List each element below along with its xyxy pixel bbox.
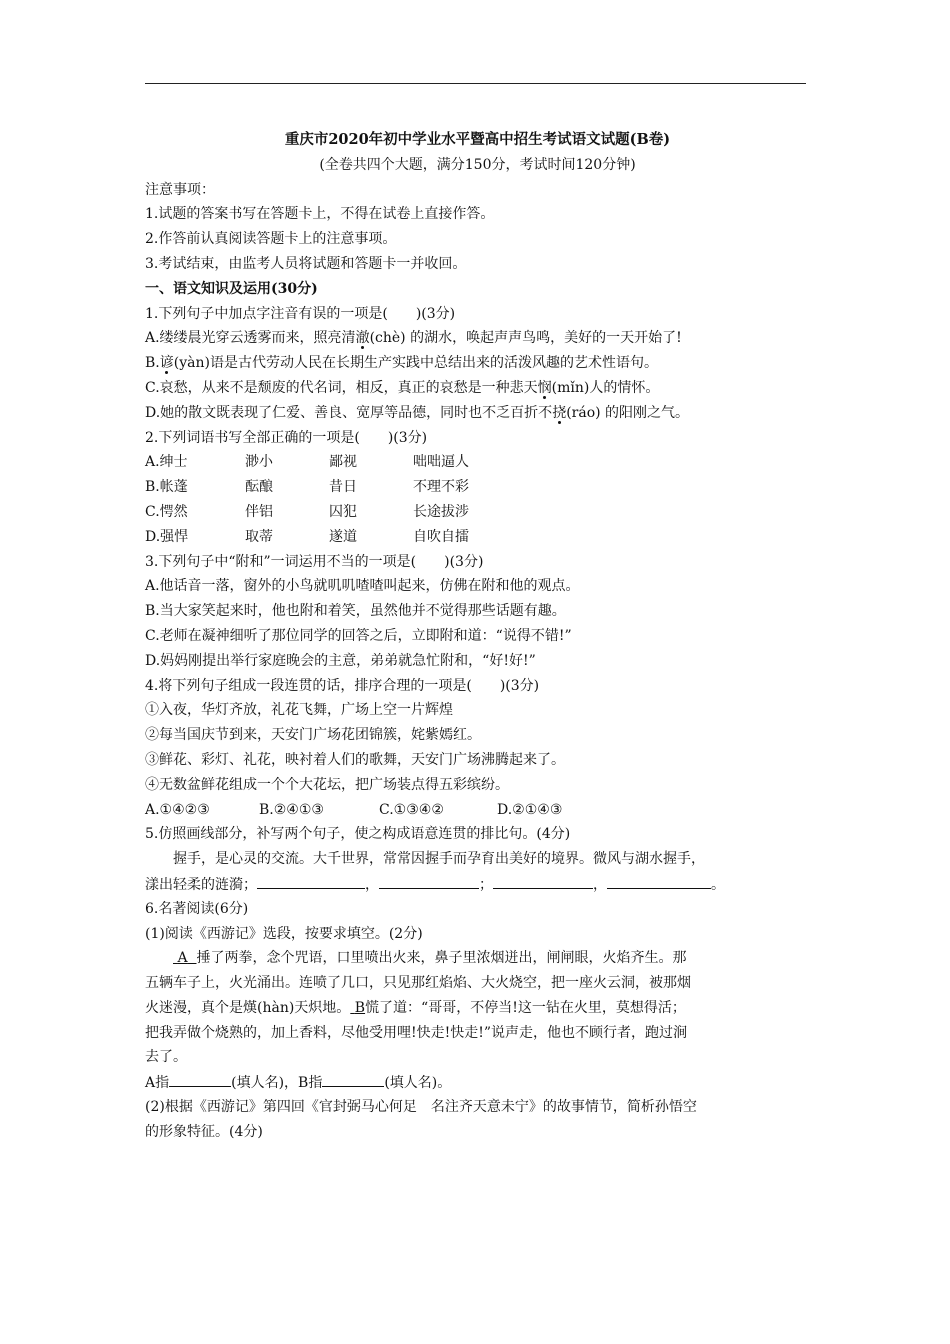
dotted-char: 澈 [355, 330, 370, 347]
q4-sentence: ①入夜，华灯齐放，礼花飞舞，广场上空一片辉煌 [145, 702, 453, 719]
word: 伴铝 [245, 503, 273, 520]
q4-option-d: D.②①④③ [497, 801, 563, 818]
word: 鄙视 [329, 454, 357, 471]
fill-label: (填人名)。 [384, 1075, 452, 1092]
q5-answer-line [145, 872, 810, 897]
notice-item: 2.作答前认真阅读答题卡上的注意事项。 [145, 231, 397, 248]
fill-label: (填人名)，B指 [231, 1075, 323, 1092]
q1-option-d [145, 401, 810, 426]
word: B.帐蓬 [145, 479, 188, 496]
page-subtitle: (全卷共四个大题，满分150分，考试时间120分钟) [319, 156, 636, 173]
word: 囚犯 [329, 503, 357, 520]
q4-sentence: ③鲜花、彩灯、礼花，映衬着人们的歌舞，天安门广场沸腾起来了。 [145, 751, 565, 768]
q3-option-b: B.当大家笑起来时，他也附和着笑，虽然他并不觉得那些话题有趣。 [145, 603, 566, 620]
option-text: A.缕缕晨光穿云透雾而来，照亮清 [145, 330, 356, 347]
dotted-char: 挠 [552, 404, 567, 421]
word: 遂道 [329, 528, 357, 545]
q6-passage-line [145, 946, 810, 971]
q4-option-b: B.②④①③ [259, 801, 324, 818]
passage-text: 慌了道：“哥哥，不停当!这一钻在火里，莫想得活； [365, 999, 686, 1016]
fill-label: A指 [145, 1075, 170, 1092]
q1-stem: 1.下列句子中加点字注音有误的一项是( )(3分) [145, 305, 456, 322]
dotted-char: 谚 [159, 355, 174, 372]
punctuation: ； [479, 876, 493, 893]
punctuation: ， [593, 876, 607, 893]
q1-option-c [145, 376, 810, 401]
passage-text: 火迷漫，真个是熯(hàn)天炽地。 [145, 999, 351, 1016]
option-text: D.她的散文既表现了仁爱、善良、宽厚等品德，同时也不乏百折不 [145, 404, 553, 421]
notice-item: 1.试题的答案书写在答题卡上，不得在试卷上直接作答。 [145, 206, 495, 223]
option-text: (chè) 的湖水，唤起声声鸟鸣，美好的一天开始了! [369, 330, 682, 347]
word: D.强悍 [145, 528, 189, 545]
q2-option-row [145, 525, 810, 550]
answer-blank[interactable] [322, 1070, 384, 1087]
dotted-char: 悯 [537, 379, 552, 396]
punctuation: ， [365, 876, 379, 893]
q6-part2-stem: (2)根据《西游记》第四回《官封弼马心何足 名注齐天意未宁》的故事情节，简析孙悟空 [145, 1099, 697, 1116]
page-title: 重庆市2020年初中学业水平暨高中招生考试语文试题(B卷) [284, 131, 671, 148]
marker-letter: B [354, 999, 366, 1016]
q6-part2-stem-cont: 的形象特征。(4分) [145, 1123, 263, 1140]
option-text: (yàn)语是古代劳动人民在长期生产实践中总结出来的活泼风趣的艺术性语句。 [173, 355, 658, 372]
q3-option-d: D.妈妈刚提出举行家庭晚会的主意，弟弟就急忙附和，“好!好!” [145, 652, 536, 669]
q2-option-row [145, 475, 810, 500]
marker-a [173, 950, 196, 966]
q1-option-b [145, 351, 810, 376]
answer-blank[interactable] [607, 872, 711, 889]
marker-letter: A [177, 950, 188, 967]
word: 咄咄逼人 [413, 454, 469, 471]
option-text: (ráo) 的阳刚之气。 [566, 404, 690, 421]
q6-passage-line: 五辆车子上，火光涌出。连喷了几口，只见那红焰焰、大火烧空，把一座火云洞，被那烟 [145, 975, 691, 992]
exam-page [145, 128, 810, 1145]
q4-option-a: A.①④②③ [145, 801, 210, 818]
notice-item: 3.考试结束，由监考人员将试题和答题卡一并收回。 [145, 255, 467, 272]
option-text: C.哀愁，从来不是颓废的代名词，相反，真正的哀愁是一种悲天 [145, 379, 538, 396]
header-rule [145, 83, 806, 84]
q4-options [145, 798, 810, 823]
answer-blank[interactable] [169, 1070, 231, 1087]
answer-blank[interactable] [493, 872, 593, 889]
word: 昔日 [329, 479, 357, 496]
answer-blank[interactable] [379, 872, 479, 889]
marker-b [350, 1000, 365, 1016]
q6-fill-line [145, 1070, 810, 1095]
q2-option-row [145, 500, 810, 525]
q6-passage-line [145, 996, 810, 1021]
answer-blank[interactable] [257, 872, 365, 889]
word: 不理不彩 [413, 479, 469, 496]
q3-option-a: A.他话音一落，窗外的小鸟就叽叽喳喳叫起来，仿佛在附和他的观点。 [145, 578, 580, 595]
q6-part1-stem: (1)阅读《西游记》选段，按要求填空。(2分) [145, 925, 423, 942]
q6-passage-line: 把我弄做个烧熟的，加上香料，尽他受用哩!快走!快走!”说声走，他也不顾行者，跑过涧 [145, 1024, 688, 1041]
word: A.绅士 [145, 454, 188, 471]
word: 渺小 [245, 454, 273, 471]
section-heading: 一、语文知识及运用(30分) [145, 280, 318, 297]
word: 取蒂 [245, 528, 273, 545]
q2-stem: 2.下列词语书写全部正确的一项是( )(3分) [145, 429, 428, 446]
passage-text: 捶了两拳，念个咒语，口里喷出火来，鼻子里浓烟迸出，闸闸眼，火焰齐生。那 [196, 950, 687, 967]
punctuation: 。 [711, 876, 725, 893]
q6-passage-line: 去了。 [145, 1049, 187, 1066]
q5-given-text: 漾出轻柔的涟漪； [145, 876, 257, 893]
q4-option-c: C.①③④② [379, 801, 444, 818]
word: C.愕然 [145, 503, 188, 520]
notice-heading: 注意事项： [145, 181, 215, 198]
q3-stem: 3.下列句子中“附和”一词运用不当的一项是( )(3分) [145, 553, 484, 570]
q4-stem: 4.将下列句子组成一段连贯的话，排序合理的一项是( )(3分) [145, 677, 540, 694]
word: 酝酿 [245, 479, 273, 496]
q5-stem: 5.仿照画线部分，补写两个句子，使之构成语意连贯的排比句。(4分) [145, 826, 571, 843]
q5-passage-line: 握手，是心灵的交流。大千世界，常常因握手而孕育出美好的境界。微风与湖水握手， [173, 851, 705, 868]
q4-sentence: ②每当国庆节到来，天安门广场花团锦簇，姹紫嫣红。 [145, 727, 481, 744]
word: 自吹自擂 [413, 528, 469, 545]
q1-option-a [145, 326, 810, 351]
q3-option-c: C.老师在凝神细听了那位同学的回答之后，立即附和道：“说得不错!” [145, 627, 572, 644]
option-text: B. [145, 355, 160, 372]
q6-stem: 6.名著阅读(6分) [145, 900, 249, 917]
q2-option-row [145, 450, 810, 475]
word: 长途拔涉 [413, 503, 469, 520]
q4-sentence: ④无数盆鲜花组成一个个大花坛，把广场装点得五彩缤纷。 [145, 776, 509, 793]
option-text: (mǐn)人的情怀。 [551, 379, 660, 396]
